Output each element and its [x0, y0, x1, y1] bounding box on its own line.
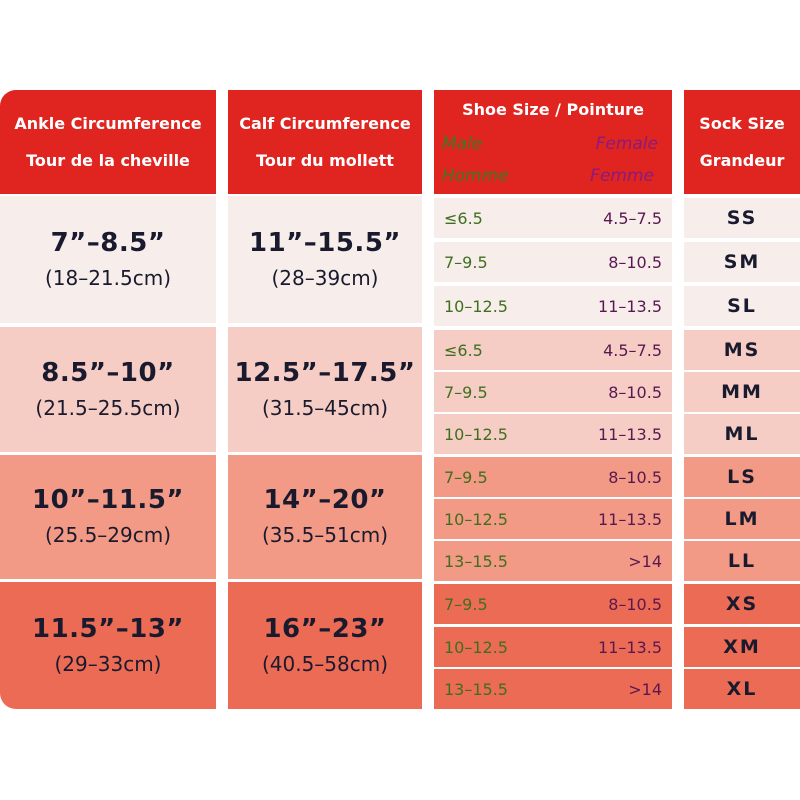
calf-cell: [228, 196, 422, 323]
shoe-size-female: 4.5–7.5: [603, 208, 662, 228]
sock-size-cell: [684, 286, 800, 326]
ankle-cell: [0, 196, 216, 323]
calf-cell: [228, 582, 422, 709]
shoe-size-male: 7–9.5: [444, 252, 488, 272]
sock-size-cell: [684, 541, 800, 581]
shoe-size-female: 8–10.5: [608, 594, 662, 614]
ankle-cm: (25.5–29cm): [44, 523, 172, 547]
sock-size-cell: [684, 242, 800, 282]
shoe-size-male: 13–15.5: [444, 551, 508, 571]
sock-size-cell: [684, 457, 800, 497]
shoe-size-male: 10–12.5: [444, 296, 508, 316]
shoe-size-male: 10–12.5: [444, 637, 508, 657]
shoe-header-homme: Homme: [442, 166, 509, 186]
shoe-size-male: 10–12.5: [444, 509, 508, 529]
sock-size-cell: [684, 330, 800, 370]
shoe-size-row: [434, 627, 672, 667]
sock-size-label: ML: [724, 423, 760, 445]
ankle-cm: (29–33cm): [54, 651, 162, 676]
sock-size-label: XM: [723, 636, 761, 658]
sock-size-cell: [684, 414, 800, 454]
shoe-size-female: >14: [628, 551, 662, 571]
calf-header: [228, 90, 422, 194]
ankle-cell: [0, 455, 216, 579]
sock-size-label: XS: [725, 593, 759, 615]
calf-inches: 12.5”–17.5”: [234, 357, 416, 388]
sock-size-label: SL: [727, 295, 757, 317]
shoe-size-female: >14: [628, 679, 662, 699]
calf-cm: (35.5–51cm): [261, 523, 389, 547]
shoe-size-row: [434, 330, 672, 370]
shoe-size-female: 11–13.5: [598, 509, 662, 529]
shoe-size-male: 7–9.5: [444, 467, 488, 487]
shoe-size-row: [434, 286, 672, 326]
sock-size-cell: [684, 499, 800, 539]
ankle-inches: 8.5”–10”: [41, 357, 175, 388]
sock-size-label: LM: [724, 508, 760, 530]
shoe-size-row: [434, 584, 672, 624]
ankle-header: [0, 90, 216, 194]
shoe-size-male: 7–9.5: [444, 382, 488, 402]
sock-header-en: Sock Size: [699, 114, 785, 133]
sock-size-label: SS: [726, 207, 758, 229]
calf-inches: 14”–20”: [263, 485, 387, 515]
sock-header-fr: Grandeur: [699, 151, 785, 170]
sock-header: [684, 90, 800, 194]
ankle-inches: 11.5”–13”: [31, 613, 184, 644]
calf-cell: [228, 327, 422, 452]
shoe-size-female: 11–13.5: [598, 424, 662, 444]
shoe-size-male: 13–15.5: [444, 679, 508, 699]
shoe-size-row: [434, 457, 672, 497]
calf-cm: (40.5–58cm): [261, 651, 389, 676]
shoe-size-row: [434, 541, 672, 581]
shoe-size-male: 10–12.5: [444, 424, 508, 444]
shoe-size-row: [434, 372, 672, 412]
shoe-header-female: Female: [595, 134, 658, 154]
ankle-cm: (18–21.5cm): [44, 265, 172, 290]
shoe-size-male: ≤6.5: [444, 208, 483, 228]
sock-size-label: MS: [723, 339, 761, 361]
calf-header-en: Calf Circumference: [239, 114, 411, 133]
calf-cm: (28–39cm): [271, 265, 379, 290]
calf-cell: [228, 455, 422, 579]
shoe-header-male: Male: [442, 134, 483, 154]
shoe-size-female: 8–10.5: [608, 467, 662, 487]
shoe-size-female: 8–10.5: [608, 252, 662, 272]
shoe-header-femme: Femme: [590, 166, 654, 186]
ankle-cm: (21.5–25.5cm): [35, 395, 181, 420]
sock-size-cell: [684, 372, 800, 412]
shoe-size-row: [434, 198, 672, 238]
calf-cm: (31.5–45cm): [261, 395, 389, 420]
sock-size-cell: [684, 669, 800, 709]
sock-size-cell: [684, 198, 800, 238]
shoe-size-male: 7–9.5: [444, 594, 488, 614]
sock-size-cell: [684, 584, 800, 624]
shoe-size-row: [434, 499, 672, 539]
shoe-size-male: ≤6.5: [444, 340, 483, 360]
calf-inches: 16”–23”: [263, 613, 387, 644]
shoe-size-row: [434, 414, 672, 454]
ankle-inches: 7”–8.5”: [50, 227, 166, 258]
sock-size-label: SM: [723, 251, 761, 273]
ankle-cell: [0, 327, 216, 452]
shoe-size-female: 11–13.5: [598, 637, 662, 657]
sock-size-label: MM: [721, 381, 763, 403]
shoe-header: [434, 90, 672, 194]
ankle-cell: [0, 582, 216, 709]
shoe-size-row: [434, 242, 672, 282]
sock-size-label: XL: [726, 678, 758, 700]
shoe-size-female: 8–10.5: [608, 382, 662, 402]
sock-size-label: LL: [727, 550, 757, 572]
shoe-size-row: [434, 669, 672, 709]
shoe-size-female: 11–13.5: [598, 296, 662, 316]
sock-size-cell: [684, 627, 800, 667]
shoe-size-female: 4.5–7.5: [603, 340, 662, 360]
ankle-header-fr: Tour de la cheville: [26, 151, 190, 170]
ankle-header-en: Ankle Circumference: [14, 114, 202, 133]
calf-header-fr: Tour du mollett: [256, 151, 394, 170]
sock-size-label: LS: [727, 466, 757, 488]
ankle-inches: 10”–11.5”: [31, 485, 184, 515]
shoe-header-title: Shoe Size / Pointure: [462, 100, 644, 119]
calf-inches: 11”–15.5”: [248, 227, 401, 258]
